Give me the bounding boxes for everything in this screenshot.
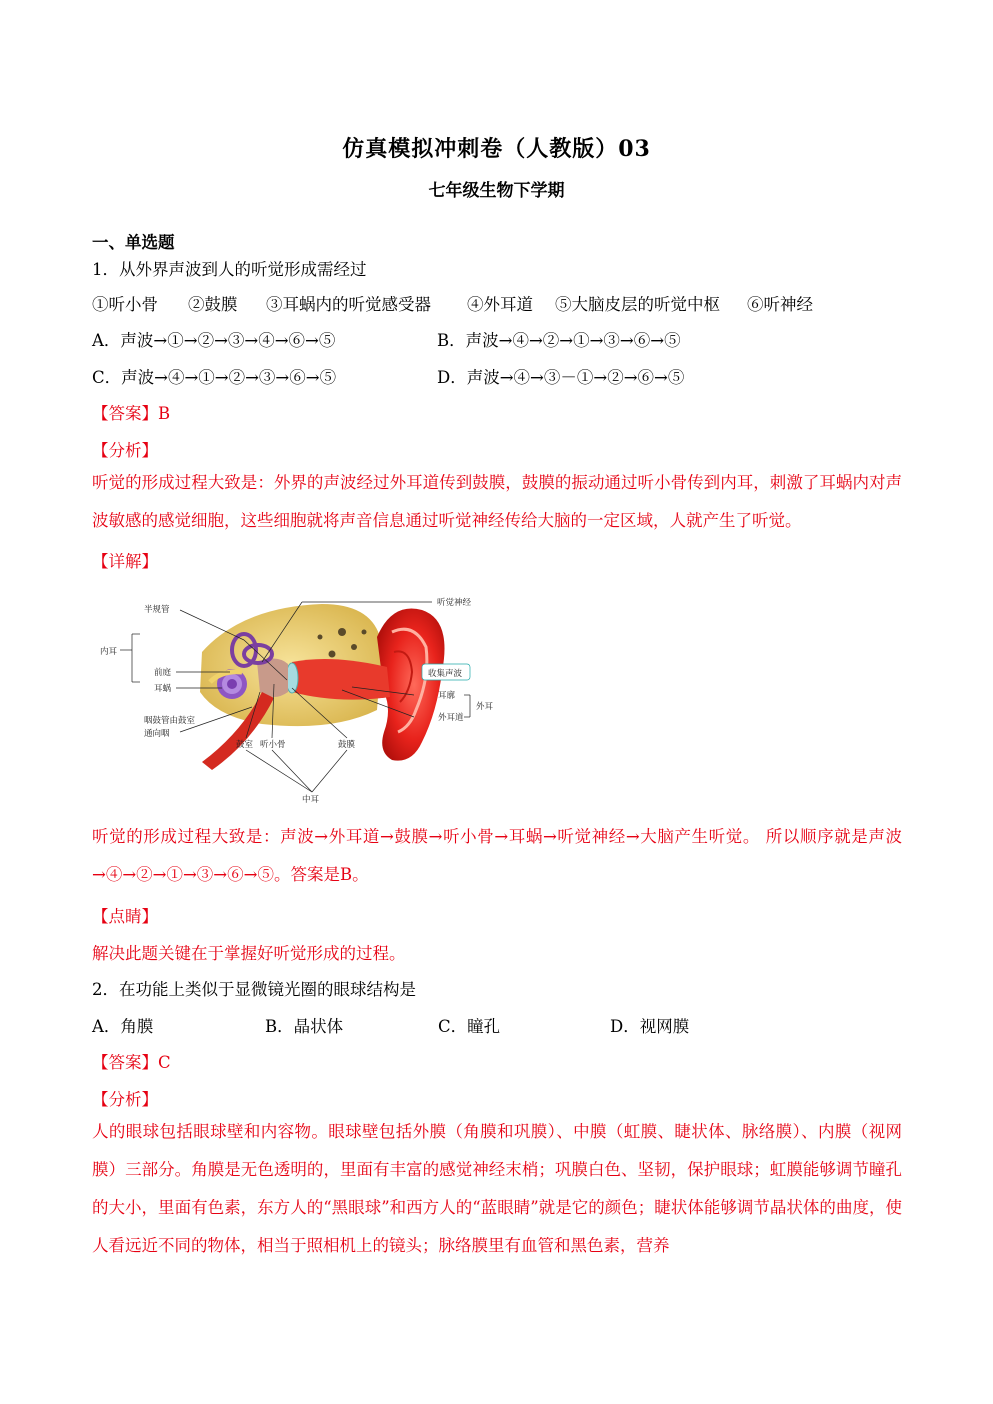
q1-stem: 1．从外界声波到人的听觉形成需经过 — [92, 260, 367, 279]
ear-structure-diagram — [92, 592, 512, 804]
label-ear-canal: 外耳道 — [438, 713, 464, 723]
label-eustachian-tube-1: 咽鼓管由鼓室 — [144, 716, 196, 726]
q1-answer-label: 【答案】 — [92, 404, 158, 423]
label-vestibule: 前庭 — [154, 668, 172, 678]
q1-answer — [92, 400, 170, 424]
q2-option-b: B．晶状体 — [265, 1017, 344, 1036]
q1-analysis-label: 【分析】 — [92, 441, 158, 460]
label-ossicles: 听小骨 — [260, 740, 286, 750]
q2-answer-label: 【答案】 — [92, 1053, 158, 1072]
label-cochlea: 耳蜗 — [154, 684, 172, 694]
label-tympanic-cavity: 鼓室 — [236, 740, 254, 750]
label-eardrum: 鼓膜 — [338, 740, 356, 750]
q1-item-2: ②鼓膜 — [188, 295, 238, 314]
q2-answer-value: C — [158, 1053, 171, 1072]
q2-option-c: C．瞳孔 — [438, 1017, 501, 1036]
label-middle-ear: 中耳 — [302, 795, 320, 804]
q1-item-1: ①听小骨 — [92, 295, 158, 314]
label-outer-ear: 外耳 — [476, 702, 494, 712]
page-subtitle: 七年级生物下学期 — [428, 181, 565, 201]
label-semicircular: 半规管 — [144, 605, 170, 615]
q2-option-a: A．角膜 — [92, 1017, 154, 1036]
q2-analysis-label: 【分析】 — [92, 1090, 158, 1109]
q1-comment: 解决此题关键在于掌握好听觉形成的过程。 — [92, 944, 406, 963]
label-auricle: 耳廓 — [438, 691, 456, 701]
q2-analysis: 人的眼球包括眼球壁和内容物。眼球壁包括外膜（角膜和巩膜）、中膜（虹膜、睫状体、脉络膜）、内膜（视网膜）三部分。角膜是无色透明的，里面有丰富的感觉神经末梢；巩膜白色、坚韧，保护眼球；虹膜能够调节瞳孔的大小，里面有色素，东方人的“黑眼球”和西方人的“蓝眼睛”就是它的颜色；睫状体能够调节晶状体的曲度，使人看远近不同的物体，相当于照相机上的镜头；脉络膜里有血管和黑色素，营养 — [92, 1122, 902, 1255]
q1-item-4: ④外耳道 — [467, 295, 533, 314]
q1-option-c: C．声波→④→①→②→③→⑥→⑤ — [92, 368, 337, 387]
label-collect-sound: 收集声波 — [428, 669, 463, 679]
q2-option-d: D．视网膜 — [610, 1017, 690, 1036]
page-title: 仿真模拟冲刺卷（人教版）03 — [342, 136, 651, 162]
q1-answer-value: B — [158, 404, 171, 423]
q1-option-d: D．声波→④→③－①→②→⑥→⑤ — [437, 368, 685, 387]
q1-item-6: ⑥听神经 — [747, 295, 813, 314]
q1-option-a: A．声波→①→②→③→④→⑥→⑤ — [92, 331, 336, 350]
q2-answer — [92, 1049, 171, 1073]
q1-comment-label: 【点睛】 — [92, 907, 158, 926]
q1-detail: 听觉的形成过程大致是：声波→外耳道→鼓膜→听小骨→耳蜗→听觉神经→大脑产生听觉。 所以顺序就是声波→④→②→①→③→⑥→⑤。答案是B。 — [92, 827, 902, 884]
label-eustachian-tube-2: 通向咽 — [144, 729, 170, 739]
label-inner-ear: 内耳 — [100, 647, 118, 657]
q1-item-3: ③耳蜗内的听觉感受器 — [266, 295, 431, 314]
q1-option-b: B．声波→④→②→①→③→⑥→⑤ — [437, 331, 681, 350]
q1-analysis: 听觉的形成过程大致是：外界的声波经过外耳道传到鼓膜，鼓膜的振动通过听小骨传到内耳，刺激了耳蜗内对声波敏感的感觉细胞，这些细胞就将声音信息通过听觉神经传给大脑的一定区域，人就产生了听觉。 — [92, 473, 902, 530]
section-heading: 一、单选题 — [92, 233, 175, 252]
q1-detail-label: 【详解】 — [92, 552, 158, 571]
q2-stem: 2．在功能上类似于显微镜光圈的眼球结构是 — [92, 980, 416, 999]
ear-canal-shape — [292, 659, 390, 700]
label-auditory-nerve: 听觉神经 — [437, 598, 472, 608]
q1-item-5: ⑤大脑皮层的听觉中枢 — [555, 295, 720, 314]
